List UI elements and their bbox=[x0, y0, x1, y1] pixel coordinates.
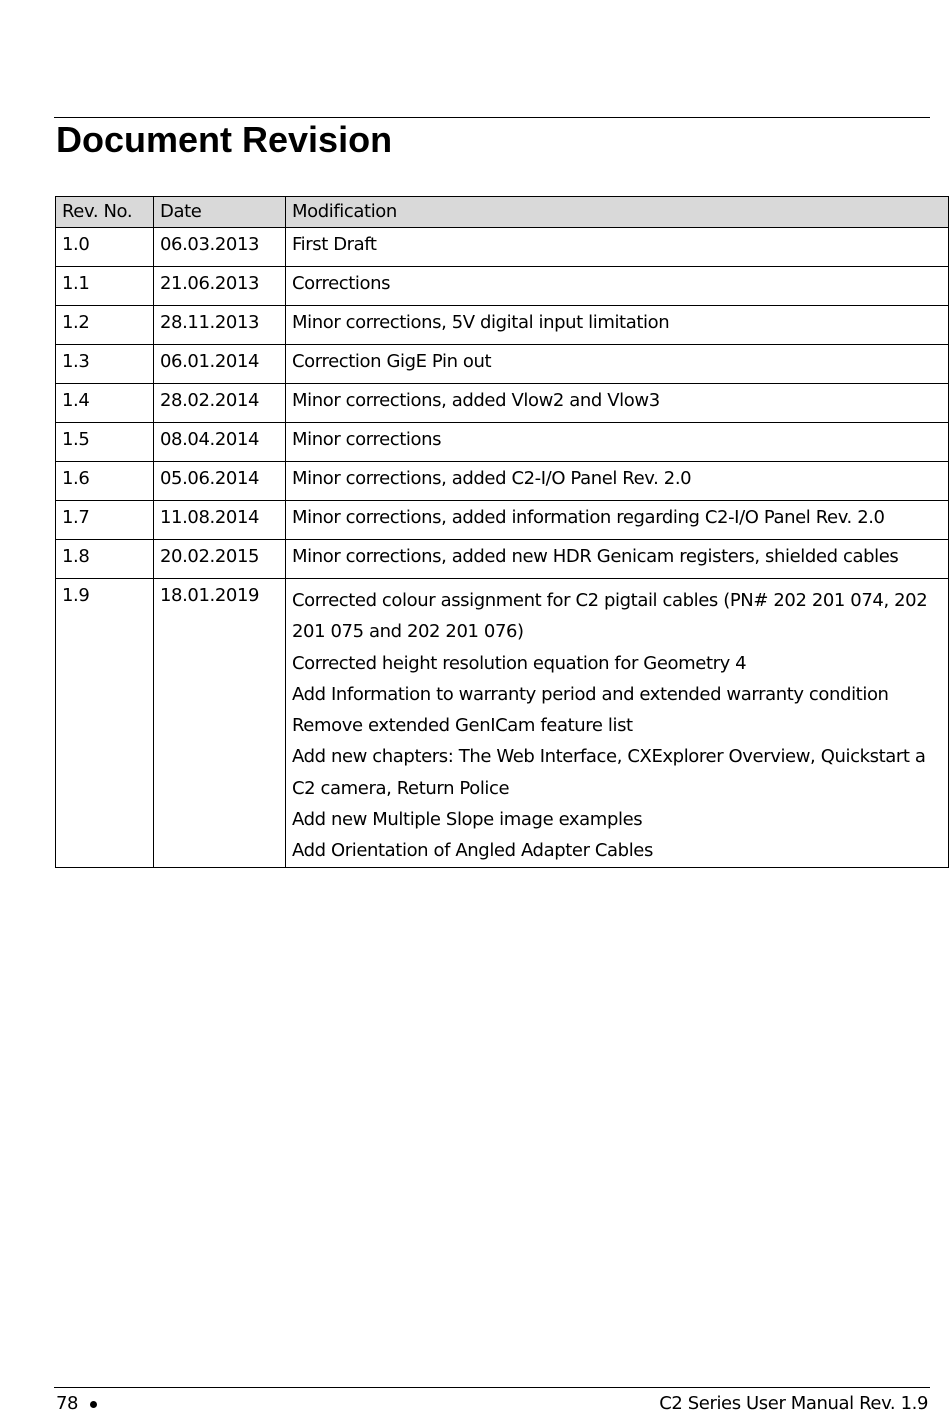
rev-no-cell: 1.2 bbox=[56, 306, 154, 345]
table-row bbox=[56, 501, 949, 540]
modification-cell bbox=[286, 501, 949, 540]
table-row bbox=[56, 306, 949, 345]
modification-line: Add Orientation of Angled Adapter Cables bbox=[292, 840, 653, 862]
rev-no-cell: 1.4 bbox=[56, 384, 154, 423]
table-row bbox=[56, 345, 949, 384]
modification-cell bbox=[286, 579, 949, 868]
date-cell: 06.01.2014 bbox=[154, 345, 286, 384]
header-modification: Modification bbox=[286, 197, 949, 228]
modification-line: Corrected colour assignment for C2 pigtail cables (PN# 202 201 074, 202 bbox=[292, 590, 928, 611]
modification-line: Remove extended GenICam feature list bbox=[292, 715, 633, 737]
modification-line: Add new chapters: The Web Interface, CXExplorer Overview, Quickstart a bbox=[292, 746, 926, 768]
rev-no-cell: 1.7 bbox=[56, 501, 154, 540]
bottom-rule bbox=[54, 1387, 930, 1388]
rev-no-cell: 1.3 bbox=[56, 345, 154, 384]
table-row bbox=[56, 579, 949, 868]
modification-line: Minor corrections, added C2-I/O Panel Rev. 2.0 bbox=[292, 468, 692, 489]
header-date: Date bbox=[154, 197, 286, 228]
modification-cell bbox=[286, 306, 949, 345]
rev-no-cell: 1.6 bbox=[56, 462, 154, 501]
table-row bbox=[56, 384, 949, 423]
modification-line: Add Information to warranty period and extended warranty condition bbox=[292, 683, 889, 705]
table-header-row bbox=[56, 197, 949, 228]
table-row bbox=[56, 423, 949, 462]
modification-line: First Draft bbox=[292, 234, 377, 255]
footer-page-number bbox=[56, 1393, 97, 1414]
modification-cell bbox=[286, 384, 949, 423]
date-cell: 21.06.2013 bbox=[154, 267, 286, 306]
rev-no-cell: 1.0 bbox=[56, 228, 154, 267]
rev-no-cell: 1.1 bbox=[56, 267, 154, 306]
date-cell: 28.11.2013 bbox=[154, 306, 286, 345]
date-cell: 20.02.2015 bbox=[154, 540, 286, 579]
table-row bbox=[56, 267, 949, 306]
modification-line: Corrected height resolution equation for Geometry 4 bbox=[292, 652, 747, 674]
rev-no-cell: 1.9 bbox=[56, 579, 154, 868]
bullet-icon bbox=[90, 1401, 97, 1408]
footer-title: C2 Series User Manual Rev. 1.9 bbox=[659, 1393, 928, 1414]
modification-line: Minor corrections bbox=[292, 429, 442, 450]
modification-line: Minor corrections, added new HDR Genicam registers, shielded cables bbox=[292, 546, 899, 567]
date-cell: 05.06.2014 bbox=[154, 462, 286, 501]
rev-no-cell: 1.8 bbox=[56, 540, 154, 579]
revision-table bbox=[55, 196, 949, 868]
page-number: 78 bbox=[56, 1393, 79, 1414]
date-cell: 11.08.2014 bbox=[154, 501, 286, 540]
date-cell: 08.04.2014 bbox=[154, 423, 286, 462]
modification-line: Minor corrections, added Vlow2 and Vlow3 bbox=[292, 390, 660, 411]
table-row bbox=[56, 540, 949, 579]
header-rev-no: Rev. No. bbox=[56, 197, 154, 228]
modification-cell bbox=[286, 540, 949, 579]
date-cell: 06.03.2013 bbox=[154, 228, 286, 267]
modification-line: C2 camera, Return Police bbox=[292, 777, 510, 799]
modification-cell bbox=[286, 267, 949, 306]
table-row bbox=[56, 462, 949, 501]
modification-line: Correction GigE Pin out bbox=[292, 351, 492, 372]
modification-cell bbox=[286, 462, 949, 501]
table-row bbox=[56, 228, 949, 267]
modification-line: 201 075 and 202 201 076) bbox=[292, 621, 524, 643]
modification-line: Minor corrections, added information regarding C2-I/O Panel Rev. 2.0 bbox=[292, 507, 885, 528]
modification-line: Corrections bbox=[292, 273, 391, 294]
date-cell: 18.01.2019 bbox=[154, 579, 286, 868]
page-title: Document Revision bbox=[56, 119, 393, 160]
modification-cell bbox=[286, 423, 949, 462]
modification-cell bbox=[286, 228, 949, 267]
table-body bbox=[56, 228, 949, 868]
rev-no-cell: 1.5 bbox=[56, 423, 154, 462]
modification-line: Add new Multiple Slope image examples bbox=[292, 809, 643, 831]
modification-line: Minor corrections, 5V digital input limitation bbox=[292, 312, 670, 333]
modification-cell bbox=[286, 345, 949, 384]
date-cell: 28.02.2014 bbox=[154, 384, 286, 423]
